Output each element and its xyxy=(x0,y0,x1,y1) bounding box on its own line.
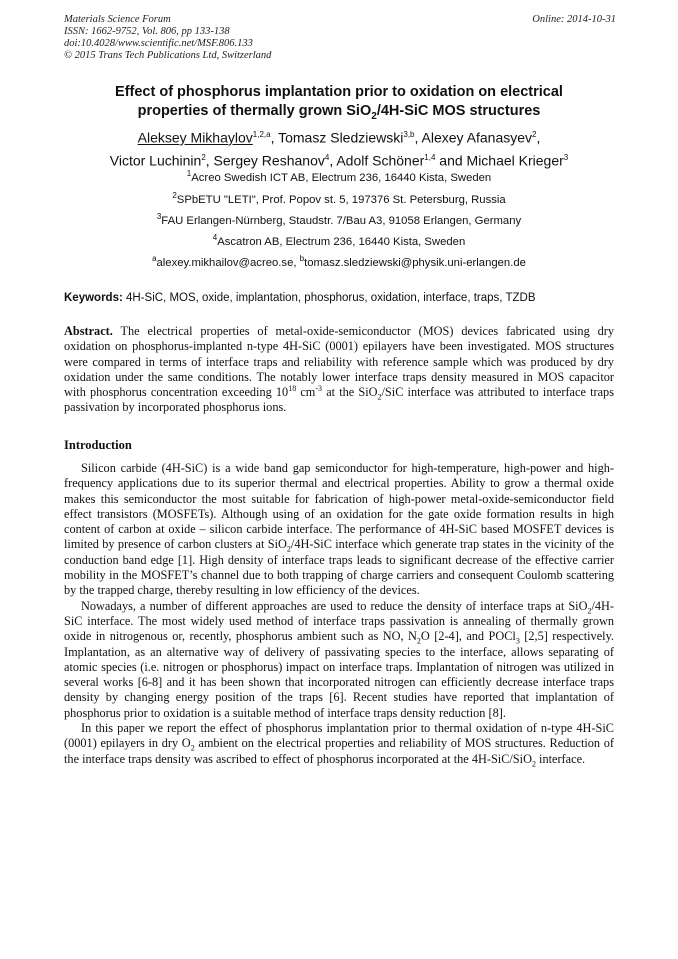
email-a[interactable]: alexey.mikhailov@acreo.se, xyxy=(156,256,300,269)
affiliation-4: $^4$Ascatron AB, Electrum 236, 16440 Kista, Sweden xyxy=(212,233,466,248)
doi-line[interactable]: doi:10.4028/www.scientific.net/MSF.806.133 xyxy=(64,38,253,49)
author-line-1: Aleksey Mikhaylov$^{1,2,a}$, Tomasz Sledziewski$^{3,b}$, Alexey Afanasyev$^2$, xyxy=(137,129,541,146)
abstract: Abstract. The electrical properties of metal-oxide-semiconductor (MOS) devices fabricated using dry oxidation on phosphorus-implanted n-type 4H-SiC (0001) epilayers have been investigated. MOS structures were compared in terms of interface traps and reliability with reference sample which was produced by dry oxidation under the same conditions. The notably lower interface traps density measured in MOS capacitor with phosphorus concentration exceeding $10^{18}$ $cm^{-3}$ at the SiO$_2$/SiC interface was attributed to interface traps passivation by incorporated phosphorus ions. xyxy=(64,324,614,415)
affiliation-2: $^2$SPbETU "LETI", Prof. Popov st. 5, 197376 St. Petersburg, Russia xyxy=(172,191,506,206)
journal-name: Materials Science Forum xyxy=(64,14,171,25)
author-name: Victor Luchinin xyxy=(109,152,202,169)
title-line-2: properties of thermally grown SiO$_2$/4H-SiC MOS structures xyxy=(137,103,541,122)
issn-line: ISSN: 1662-9752, Vol. 806, pp 133-138 xyxy=(64,26,230,37)
paper-title xyxy=(64,83,614,126)
paragraph: Nowadays, a number of different approaches are used to reduce the density of interface traps at SiO$_2$/4H-SiC interface. The most widely used method of interface traps passivation is annealing of thermally grown oxide in nitrogenous or, recently, phosphorus ambient such as NO, $N_2O$ [2-4], and POCl$_3$ [2,5] respectively. Implantation, as an alternative way of delivery of passivating species to the interface, allows separating of atomic species (i.e. nitrogen or phosphorus) impact on interface traps. Implantation of nitrogen was utilized in several works [6-8] and it has been shown that incorporated nitrogen can efficiently decrease interface traps density by changing energy position of the traps [6]. Recent studies have reported that implantation of phosphorus prior to oxidation is a suitable method of interface traps density reduction [8]. xyxy=(64,598,614,720)
affiliation-1: $^1$Acreo Swedish ICT AB, Electrum 236, 16440 Kista, Sweden xyxy=(186,169,492,184)
author-line-2: Victor Luchinin$^2$, Sergey Reshanov$^4$, Adolf Schöner$^{1,4}$ and Michael Krieger$^3$ xyxy=(109,152,569,169)
affiliation-3: $^3$FAU Erlangen-Nürnberg, Staudstr. 7/Bau A3, 91058 Erlangen, Germany xyxy=(156,212,522,227)
journal-header xyxy=(64,14,271,62)
keywords-label: Keywords: xyxy=(64,292,123,304)
corresponding-author[interactable]: Aleksey Mikhaylov xyxy=(137,129,253,146)
author-name: and Michael Krieger xyxy=(435,152,564,169)
author-name: , Tomasz Sledziewski xyxy=(270,129,404,146)
abstract-label: Abstract. xyxy=(64,324,113,338)
email-b[interactable]: tomasz.sledziewski@physik.uni-erlangen.de xyxy=(304,256,526,269)
email-line: $^a$alexey.mikhailov@acreo.se, $^b$tomasz.sledziewski@physik.uni-erlangen.de xyxy=(152,254,526,269)
paragraph: Silicon carbide (4H-SiC) is a wide band gap semiconductor for high-temperature, high-power and high-frequency applications due to its superior thermal and electrical properties. Ability to grow a thermal oxide makes this semiconductor the most suitable for fabrication of high-power metal-oxide-semiconductor field effect transistors (MOSFETs). Although using of an oxidation for the gate oxide formation results in high content of carbon at oxide – silicon carbide interface. The performance of 4H-SiC based MOSFET devices is limited by presence of carbon clusters at SiO$_2$/4H-SiC interface which generate trap states in the vicinity of the conduction band edge [1]. High density of interface traps leads to significant decrease of the effective carrier mobility in the MOSFET’s channel due to both trapping of charge carriers and consequent Coulomb scattering by the trapped charge, thereby resulting in low efficiency of the devices. xyxy=(64,461,615,598)
author-name: , Adolf Schöner xyxy=(329,152,425,169)
keywords-text: 4H-SiC, MOS, oxide, implantation, phosphorus, oxidation, interface, traps, TZDB xyxy=(122,292,536,304)
author-list xyxy=(64,125,614,170)
paragraph: In this paper we report the effect of phosphorus implantation prior to thermal oxidation of n-type 4H-SiC (0001) epilayers in dry $O_2$ ambient on the electrical properties and reliability of MOS structures. Reduction of the interface traps density was ascribed to effect of phosphorus incorporated at the 4H-SiC/SiO$_2$ interface. xyxy=(64,721,614,769)
section-heading-introduction: Introduction xyxy=(64,438,132,452)
author-name: , Sergey Reshanov xyxy=(205,152,325,169)
keywords xyxy=(64,291,616,305)
copyright-line: © 2015 Trans Tech Publications Ltd, Switzerland xyxy=(64,50,272,61)
author-name: , Alexey Afanasyev xyxy=(414,129,533,146)
online-date: Online: 2014-10-31 xyxy=(532,14,616,25)
introduction-body xyxy=(64,461,614,767)
title-line-1: Effect of phosphorus implantation prior to oxidation on electrical xyxy=(115,84,563,100)
